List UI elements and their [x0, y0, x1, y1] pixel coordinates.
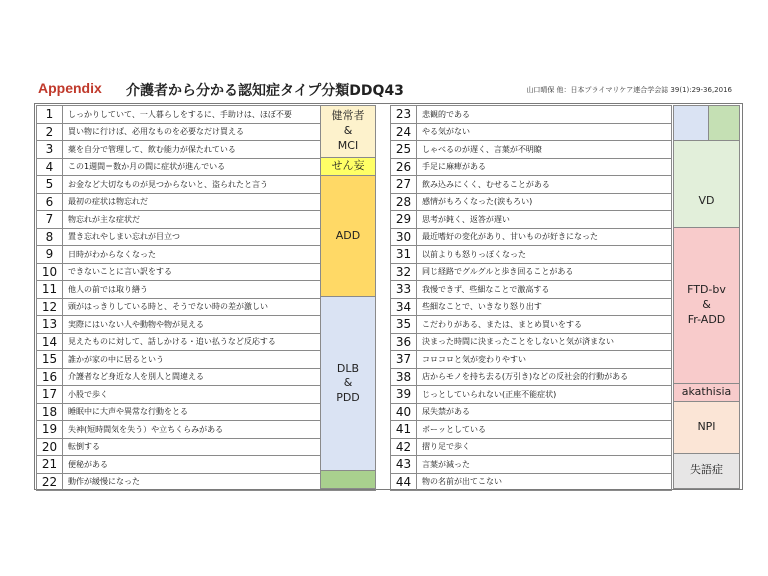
category-band [673, 401, 740, 454]
table-row [391, 456, 672, 474]
question-number: 34 [391, 298, 417, 316]
category-band [673, 383, 740, 401]
table-row [391, 386, 672, 404]
question-text: 介護者など身近な人を別人と間違える [63, 368, 376, 386]
category-label: 失語症 [690, 463, 723, 477]
question-number: 7 [37, 211, 63, 229]
table-row [391, 421, 672, 439]
question-number: 4 [37, 158, 63, 176]
question-text: 小股で歩く [63, 386, 376, 404]
question-number: 26 [391, 158, 417, 176]
question-text: 手足に麻痺がある [417, 158, 672, 176]
question-text: 見えたものに対して、話しかける・追い払うなど反応する [63, 333, 376, 351]
table-row [391, 281, 672, 299]
table-row [391, 211, 672, 229]
question-number: 12 [37, 298, 63, 316]
question-text: この1週間＝数か月の間に症状が進んでいる [63, 158, 376, 176]
question-number: 24 [391, 123, 417, 141]
category-label: akathisia [681, 385, 732, 399]
question-text: 頭がはっきりしている時と、そうでない時の差が激しい [63, 298, 376, 316]
question-text: 店からモノを持ち去る(万引き)などの反社会的行動がある [417, 368, 672, 386]
question-number: 6 [37, 193, 63, 211]
question-number: 33 [391, 281, 417, 299]
citation: 山口晴保 他：日本プライマリケア連合学会誌 39(1):29-36,2016 [526, 86, 732, 94]
category-label: ADD [335, 228, 361, 242]
question-text: 最近嗜好の変化があり、甘いものが好きになった [417, 228, 672, 246]
question-text: 便秘がある [63, 456, 376, 474]
question-number: 16 [37, 368, 63, 386]
table-row [391, 298, 672, 316]
question-text: 思考が鈍く、返答が遅い [417, 211, 672, 229]
table-row [391, 176, 672, 194]
question-number: 27 [391, 176, 417, 194]
category-band [673, 105, 709, 141]
table-row [391, 351, 672, 369]
question-number: 22 [37, 473, 63, 491]
question-number: 18 [37, 403, 63, 421]
table-row [391, 158, 672, 176]
question-number: 37 [391, 351, 417, 369]
question-text: 物忘れが主な症状だ [63, 211, 376, 229]
question-text: 他人の前では取り繕う [63, 281, 376, 299]
question-number: 43 [391, 456, 417, 474]
question-number: 23 [391, 106, 417, 124]
question-text: コロコロと気が変わりやすい [417, 351, 672, 369]
question-number: 10 [37, 263, 63, 281]
question-number: 11 [37, 281, 63, 299]
appendix-label: Appendix [38, 80, 102, 96]
category-band [320, 470, 376, 488]
question-number: 5 [37, 176, 63, 194]
question-text: 最初の症状は物忘れだ [63, 193, 376, 211]
page-title: 介護者から分かる認知症タイプ分類DDQ43 [126, 83, 404, 99]
right-question-table [390, 105, 672, 491]
question-text: 物の名前が出てこない [417, 473, 672, 491]
question-text: お金など大切なものが見つからないと、盗られたと言う [63, 176, 376, 194]
question-number: 28 [391, 193, 417, 211]
question-number: 44 [391, 473, 417, 491]
question-text: 我慢できず、些細なことで激高する [417, 281, 672, 299]
question-number: 2 [37, 123, 63, 141]
question-text: こだわりがある、または、まとめ買いをする [417, 316, 672, 334]
table-row [391, 106, 672, 124]
question-text: じっとしていられない(正座不能症状) [417, 386, 672, 404]
category-band [673, 453, 740, 489]
category-band [320, 157, 376, 175]
table-row [391, 473, 672, 491]
table-row [391, 246, 672, 264]
question-number: 29 [391, 211, 417, 229]
question-text: 置き忘れやしまい忘れが目立つ [63, 228, 376, 246]
question-text: 悲観的である [417, 106, 672, 124]
question-number: 25 [391, 141, 417, 159]
question-number: 8 [37, 228, 63, 246]
category-label: NPI [697, 419, 716, 433]
question-number: 3 [37, 141, 63, 159]
question-text: 動作が緩慢になった [63, 473, 376, 491]
question-text: 買い物に行けば、必用なものを必要なだけ買える [63, 123, 376, 141]
category-band [320, 296, 376, 471]
table-row [391, 316, 672, 334]
table-row [391, 438, 672, 456]
table-row [391, 333, 672, 351]
question-number: 40 [391, 403, 417, 421]
question-text: 決まった時間に決まったことをしないと気が済まない [417, 333, 672, 351]
question-text: 言葉が減った [417, 456, 672, 474]
question-number: 31 [391, 246, 417, 264]
question-number: 30 [391, 228, 417, 246]
question-number: 17 [37, 386, 63, 404]
category-label: VD [698, 193, 715, 207]
page-header [38, 80, 758, 98]
question-text: 誰かが家の中に居るという [63, 351, 376, 369]
question-number: 36 [391, 333, 417, 351]
category-band [708, 105, 740, 141]
question-number: 19 [37, 421, 63, 439]
question-number: 41 [391, 421, 417, 439]
table-row [391, 193, 672, 211]
question-text: ボーッとしている [417, 421, 672, 439]
question-number: 21 [37, 456, 63, 474]
question-number: 39 [391, 386, 417, 404]
question-number: 38 [391, 368, 417, 386]
question-text: 睡眠中に大声や異常な行動をとる [63, 403, 376, 421]
question-number: 32 [391, 263, 417, 281]
question-text: やる気がない [417, 123, 672, 141]
category-band [673, 227, 740, 385]
question-text: 同じ経路でグルグルと歩き回ることがある [417, 263, 672, 281]
question-text: 些細なことで、いきなり怒り出す [417, 298, 672, 316]
table-row [391, 368, 672, 386]
table-row [391, 123, 672, 141]
question-text: 飲み込みにくく、むせることがある [417, 176, 672, 194]
question-text: 薬を自分で管理して、飲む能力が保たれている [63, 141, 376, 159]
question-text: 実際にはいない人や動物や物が見える [63, 316, 376, 334]
category-band [320, 175, 376, 298]
question-number: 15 [37, 351, 63, 369]
question-text: 摺り足で歩く [417, 438, 672, 456]
question-number: 14 [37, 333, 63, 351]
question-text: しゃべるのが遅く、言葉が不明瞭 [417, 141, 672, 159]
table-row [391, 403, 672, 421]
question-number: 9 [37, 246, 63, 264]
table-row [391, 141, 672, 159]
question-text: 感情がもろくなった(涙もろい) [417, 193, 672, 211]
question-number: 42 [391, 438, 417, 456]
question-text: できないことに言い訳をする [63, 263, 376, 281]
category-label: せん妄 [331, 158, 365, 172]
question-text: 失神(短時間気を失う）や立ちくらみがある [63, 421, 376, 439]
question-text: しっかりしていて、一人暮らしをするに、手助けは、ほぼ不要 [63, 106, 376, 124]
question-text: 日時がわからなくなった [63, 246, 376, 264]
category-label: FTD-bv & Fr-ADD [687, 283, 726, 327]
category-label: DLB & PDD [336, 361, 360, 405]
table-row [391, 263, 672, 281]
table-row [391, 228, 672, 246]
category-label: 健常者 & MCI [331, 109, 365, 153]
question-number: 1 [37, 106, 63, 124]
question-text: 転倒する [63, 438, 376, 456]
question-text: 尿失禁がある [417, 403, 672, 421]
category-band [320, 105, 376, 158]
question-number: 13 [37, 316, 63, 334]
question-number: 35 [391, 316, 417, 334]
question-text: 以前よりも怒りっぽくなった [417, 246, 672, 264]
question-number: 20 [37, 438, 63, 456]
